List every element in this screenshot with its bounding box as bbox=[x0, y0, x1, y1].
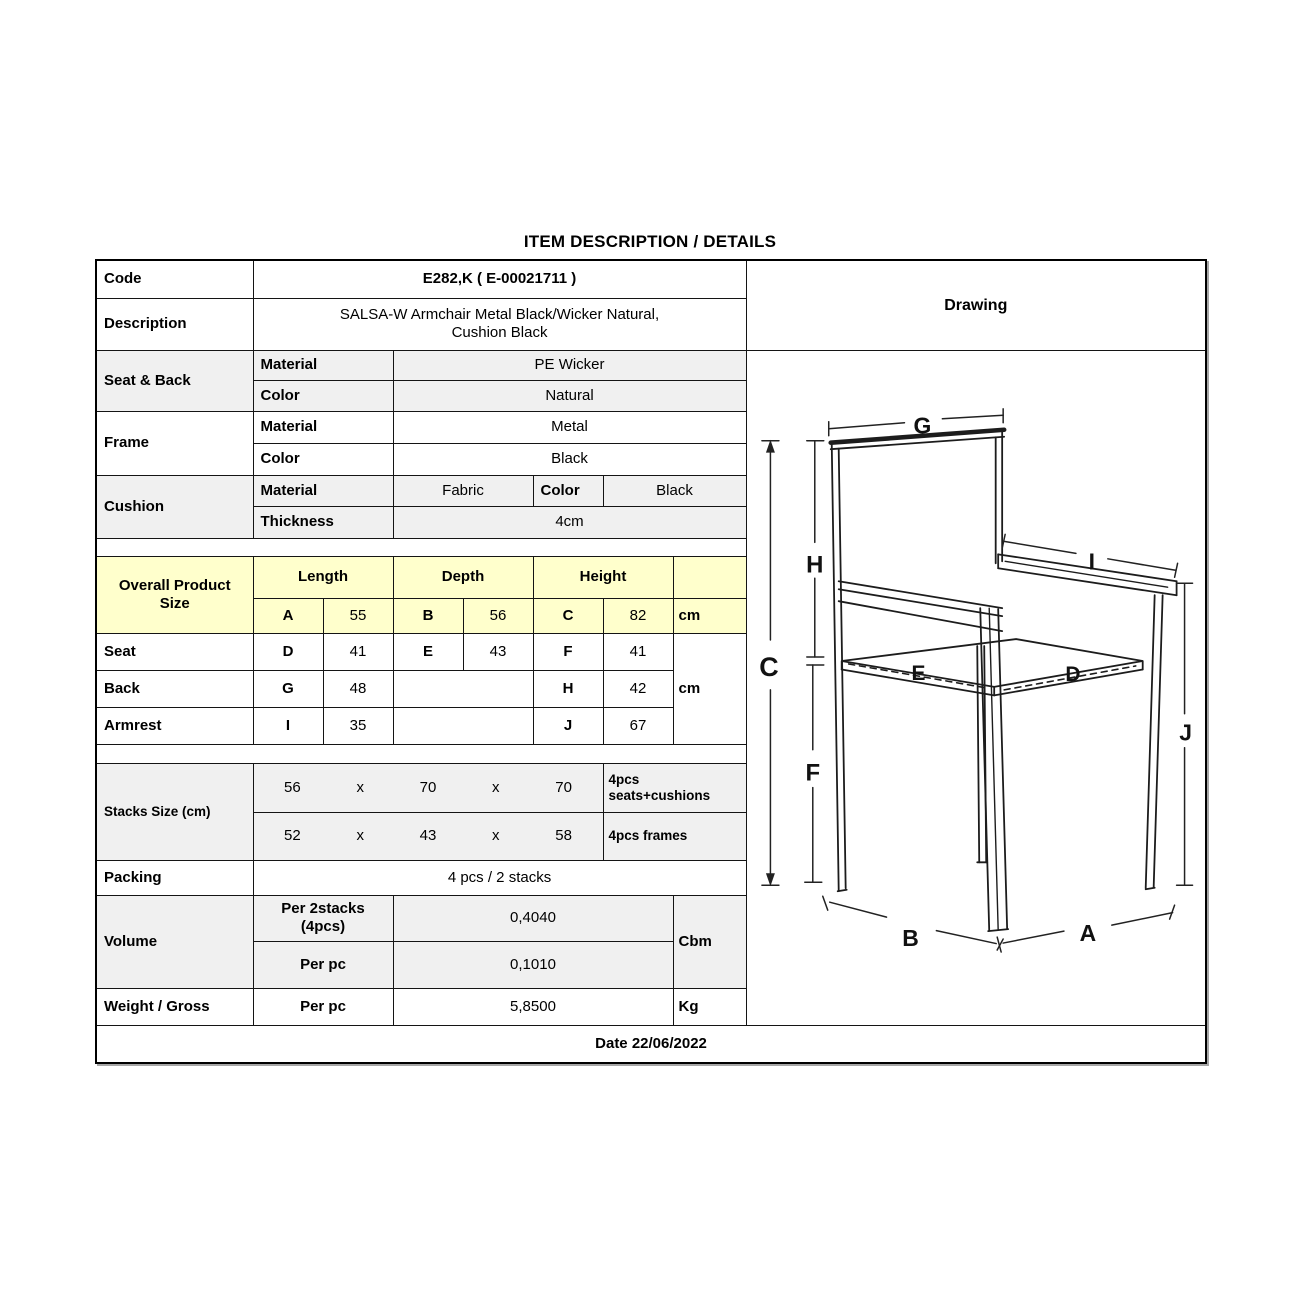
stacks-r1-v2: 70 bbox=[419, 778, 437, 796]
stacks-row2-values bbox=[253, 812, 603, 860]
description-line2: Cushion Black bbox=[451, 324, 548, 341]
seat-depth-letter: E bbox=[393, 633, 463, 670]
size-header-length: Length bbox=[253, 556, 393, 598]
dim-label-c: C bbox=[758, 651, 779, 682]
code-label: Code bbox=[96, 260, 253, 298]
armrest-height-letter: J bbox=[533, 707, 603, 744]
armrest-depth-empty bbox=[393, 707, 533, 744]
back-depth-empty bbox=[393, 670, 533, 707]
volume-row2-label: Per pc bbox=[253, 941, 393, 988]
frame-color-value: Black bbox=[393, 443, 746, 475]
armrest-length-value: 35 bbox=[323, 707, 393, 744]
size-header-depth: Depth bbox=[393, 556, 533, 598]
frame-material-value: Metal bbox=[393, 411, 746, 443]
weight-row-label: Per pc bbox=[253, 988, 393, 1025]
page-title: ITEM DESCRIPTION / DETAILS bbox=[523, 232, 777, 251]
stacks-row1-values bbox=[253, 763, 603, 812]
stacks-section-label: Stacks Size (cm) bbox=[96, 763, 253, 860]
seat-height-letter: F bbox=[533, 633, 603, 670]
volume-row1-label-line1: Per 2stacks bbox=[281, 900, 365, 917]
cushion-material-value: Fabric bbox=[393, 475, 533, 506]
overall-length-value: 55 bbox=[323, 598, 393, 633]
drawing-header: Drawing bbox=[746, 260, 1206, 350]
overall-height-letter: C bbox=[533, 598, 603, 633]
volume-section-label: Volume bbox=[96, 895, 253, 988]
separator-row bbox=[96, 744, 746, 763]
stacks-row1-note bbox=[603, 763, 746, 812]
chair-outline bbox=[830, 429, 1176, 930]
size-section-label: Overall Product Size bbox=[96, 556, 253, 633]
date-row: Date 22/06/2022 bbox=[96, 1025, 1206, 1063]
weight-value: 5,8500 bbox=[393, 988, 673, 1025]
dim-label-j: J bbox=[1178, 719, 1192, 746]
seatback-section-label: Seat & Back bbox=[96, 350, 253, 411]
cushion-thickness-value: 4cm bbox=[393, 506, 746, 538]
seatback-material-value: PE Wicker bbox=[393, 350, 746, 380]
description-label: Description bbox=[96, 298, 253, 350]
size-header-height: Height bbox=[533, 556, 673, 598]
size-rows-unit: cm bbox=[673, 633, 746, 744]
cushion-color-label: Color bbox=[533, 475, 603, 506]
stacks-row2-note: 4pcs frames bbox=[603, 812, 746, 860]
seatback-color-value: Natural bbox=[393, 380, 746, 411]
stacks-r2-x2: x bbox=[492, 827, 500, 844]
stacks-r2-x1: x bbox=[356, 827, 364, 844]
seat-height-value: 41 bbox=[603, 633, 673, 670]
frame-section-label: Frame bbox=[96, 411, 253, 475]
stacks-r2-v3: 58 bbox=[555, 827, 572, 844]
volume-row1-value: 0,4040 bbox=[393, 895, 673, 941]
cushion-thickness-label: Thickness bbox=[253, 506, 393, 538]
stacks-r1-x2: x bbox=[492, 778, 500, 796]
seat-row-label: Seat bbox=[96, 633, 253, 670]
back-height-value: 42 bbox=[603, 670, 673, 707]
dim-label-f: F bbox=[805, 759, 820, 787]
stacks-r2-v1: 52 bbox=[284, 827, 301, 844]
seat-length-letter: D bbox=[253, 633, 323, 670]
stacks-row1-note-line2: seats+cushions bbox=[608, 787, 711, 803]
seatback-material-label: Material bbox=[253, 350, 393, 380]
cushion-material-label: Material bbox=[253, 475, 393, 506]
seat-depth-value: 43 bbox=[463, 633, 533, 670]
volume-unit: Cbm bbox=[673, 895, 746, 988]
overall-depth-letter: B bbox=[393, 598, 463, 633]
stacks-r2-v2: 43 bbox=[419, 827, 437, 844]
description-value bbox=[253, 298, 746, 350]
dim-label-d: D bbox=[1064, 662, 1081, 686]
dim-label-a: A bbox=[1079, 919, 1096, 946]
packing-label: Packing bbox=[96, 860, 253, 895]
chair-technical-drawing bbox=[746, 350, 1206, 1025]
back-height-letter: H bbox=[533, 670, 603, 707]
description-line1: SALSA-W Armchair Metal Black/Wicker Natural, bbox=[339, 306, 660, 323]
cushion-section-label: Cushion bbox=[96, 475, 253, 538]
seat-length-value: 41 bbox=[323, 633, 393, 670]
spec-sheet bbox=[95, 232, 1205, 1064]
back-length-value: 48 bbox=[323, 670, 393, 707]
back-row-label: Back bbox=[96, 670, 253, 707]
dim-label-h: H bbox=[805, 550, 823, 578]
separator-row bbox=[96, 538, 746, 556]
overall-depth-value: 56 bbox=[463, 598, 533, 633]
weight-unit: Kg bbox=[673, 988, 746, 1025]
seatback-color-label: Color bbox=[253, 380, 393, 411]
back-length-letter: G bbox=[253, 670, 323, 707]
armrest-row-label: Armrest bbox=[96, 707, 253, 744]
dim-label-b: B bbox=[901, 924, 919, 951]
volume-row1-label bbox=[253, 895, 393, 941]
frame-color-label: Color bbox=[253, 443, 393, 475]
frame-material-label: Material bbox=[253, 411, 393, 443]
stacks-r1-v3: 70 bbox=[555, 778, 572, 796]
chair-drawing-svg bbox=[747, 351, 1206, 1024]
armrest-height-value: 67 bbox=[603, 707, 673, 744]
dim-label-g: G bbox=[913, 412, 931, 439]
cushion-color-value: Black bbox=[603, 475, 746, 506]
overall-length-letter: A bbox=[253, 598, 323, 633]
overall-unit: cm bbox=[673, 598, 746, 633]
stacks-row1-note-line1: 4pcs bbox=[608, 771, 640, 787]
volume-row1-label-line2: (4pcs) bbox=[300, 918, 346, 935]
weight-section-label: Weight / Gross bbox=[96, 988, 253, 1025]
stacks-r1-v1: 56 bbox=[284, 778, 301, 796]
dim-label-i: I bbox=[1088, 547, 1095, 574]
spec-table bbox=[95, 259, 1207, 1064]
overall-height-value: 82 bbox=[603, 598, 673, 633]
dim-label-e: E bbox=[911, 661, 925, 685]
stacks-r1-x1: x bbox=[356, 778, 364, 796]
size-header-unit-cell bbox=[673, 556, 746, 598]
volume-row2-value: 0,1010 bbox=[393, 941, 673, 988]
packing-value: 4 pcs / 2 stacks bbox=[253, 860, 746, 895]
armrest-length-letter: I bbox=[253, 707, 323, 744]
code-value: E282,K ( E-00021711 ) bbox=[253, 260, 746, 298]
